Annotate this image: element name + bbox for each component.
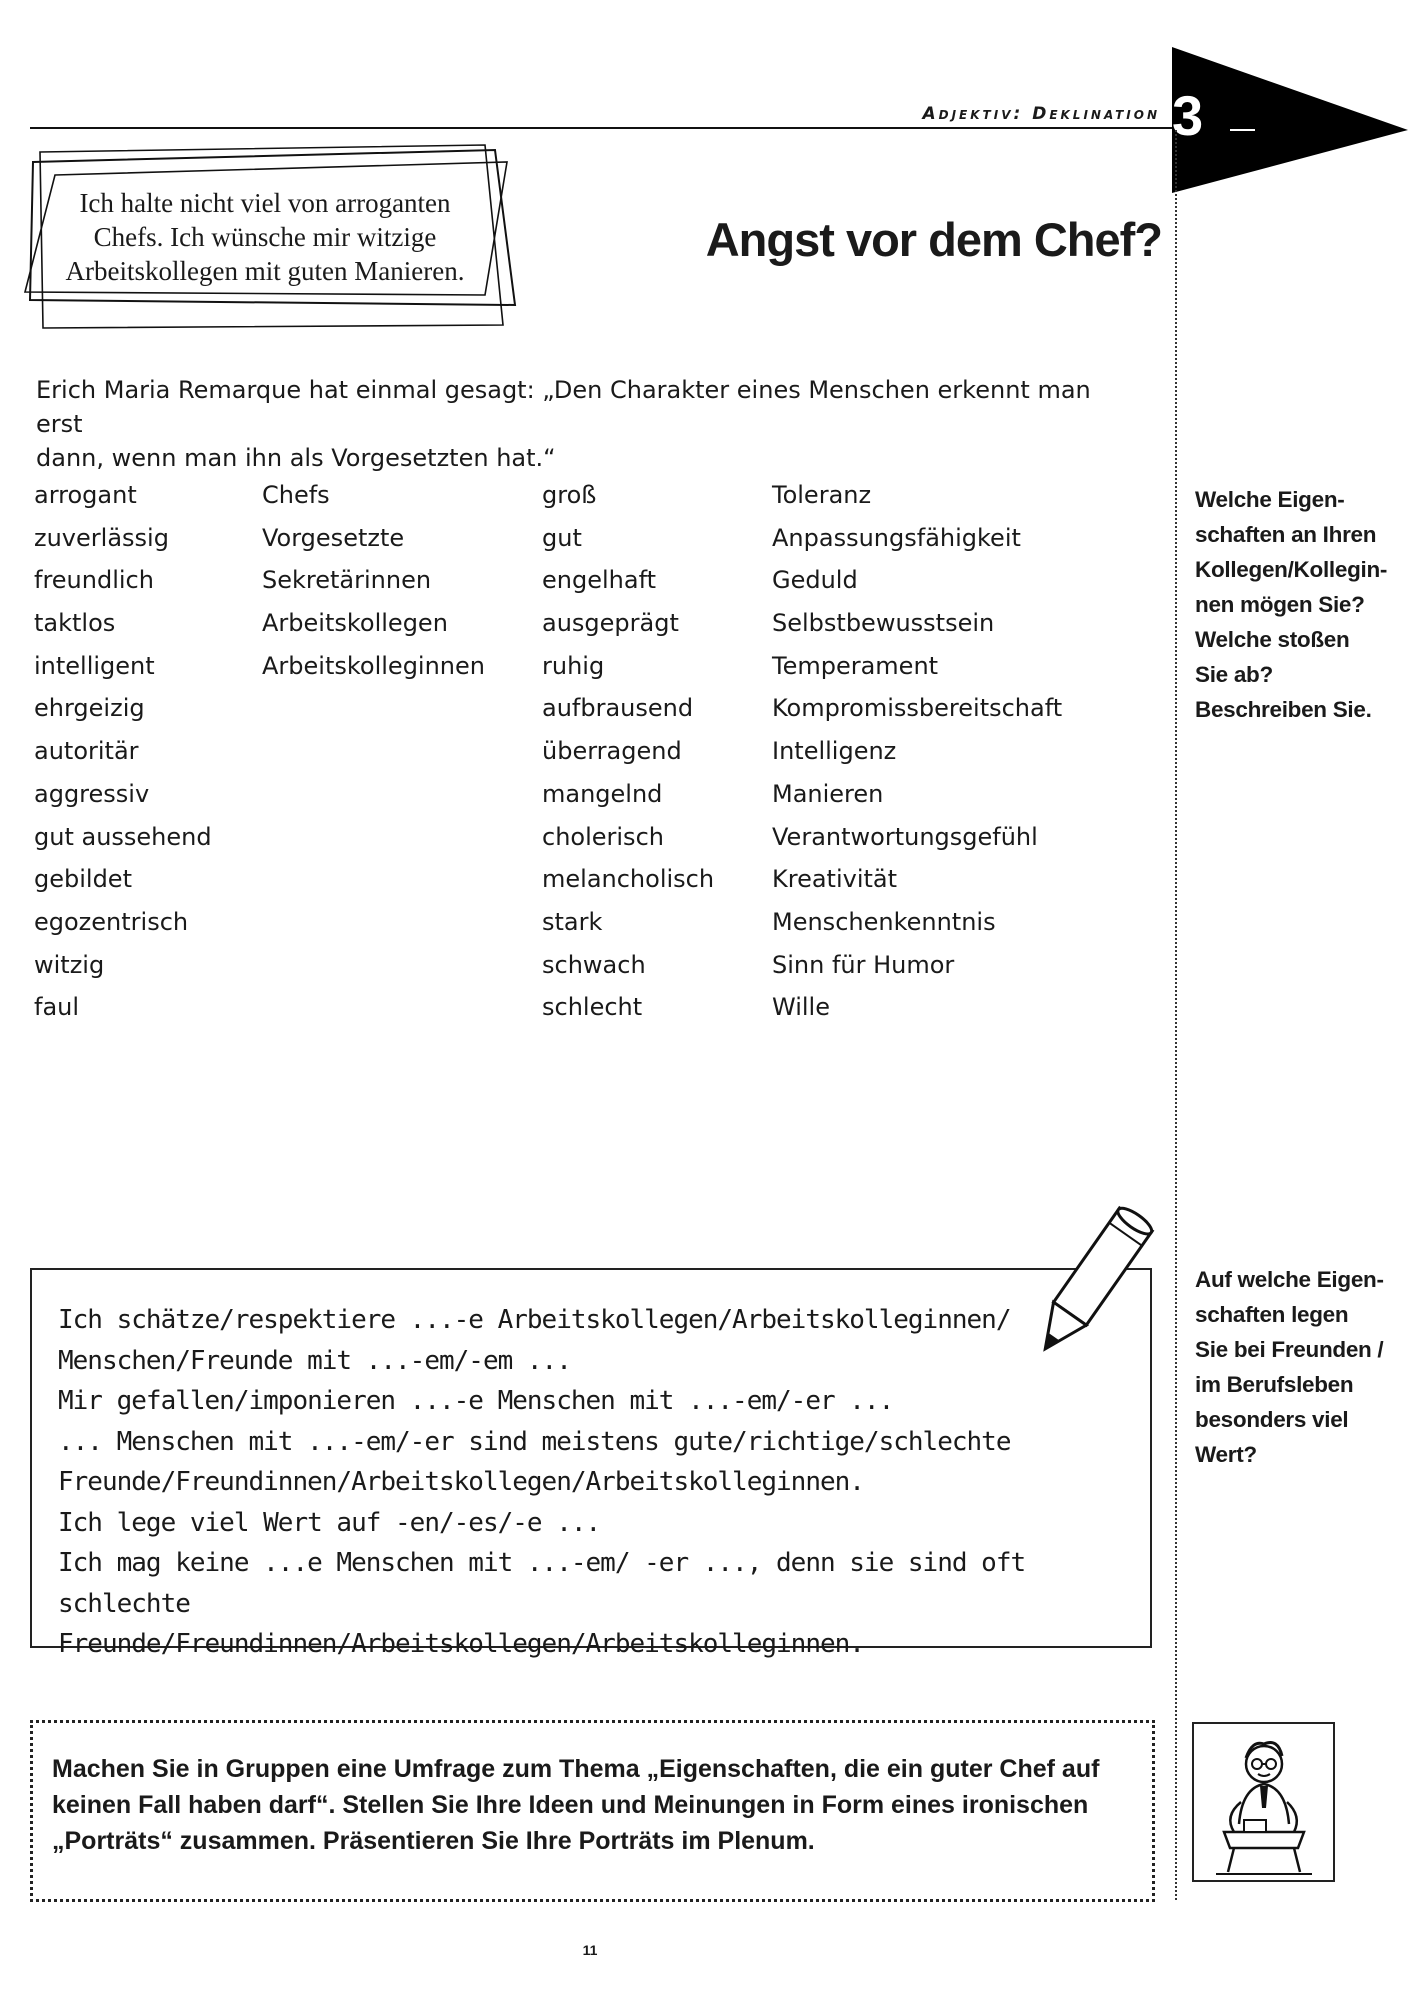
word-item: engelhaft [542,566,656,595]
word-item: zuverlässig [34,523,169,552]
word-item: Arbeitskolleginnen [262,651,485,680]
word-item: Arbeitskollegen [262,609,448,638]
word-item: Intelligenz [772,737,897,766]
task-line: keinen Fall haben darf“. Stellen Sie Ihre Ideen und Meinungen in Form eines ironischen [52,1791,1089,1819]
word-item: Toleranz [772,481,872,509]
word-item: egozentrisch [34,907,189,936]
section-label: Adjektiv: Deklination [922,104,1160,124]
writing-prompts [58,1300,1138,1665]
person-column [262,478,485,691]
word-item: Selbstbewusstsein [772,609,995,638]
prompt-line: Ich schätze/respektiere ...-e Arbeitskollegen/Arbeitskolleginnen/ [58,1305,1011,1335]
word-item: stark [542,907,603,936]
prompt-line: ... Menschen mit ...-em/-er sind meistens gute/richtige/schlechte [58,1426,1011,1457]
prompt-line: Menschen/Freunde mit ...-em/-em ... [58,1345,571,1376]
word-item: faul [34,993,80,1022]
prompt-line: Ich mag keine ...e Menschen mit ...-em/ -er ..., denn sie sind oft schlechte [58,1548,1026,1619]
sidebar-line: Sie ab? [1195,662,1273,687]
intro-line: dann, wenn man ihn als Vorgesetzten hat.“ [36,444,556,472]
word-item: Sekretärinnen [262,566,432,595]
word-item: ausgeprägt [542,609,679,638]
word-item: autoritär [34,737,139,766]
word-item: gut [542,523,582,552]
prompt-line: Mir gefallen/imponieren ...-e Menschen mit ...-em/-er ... [58,1386,894,1416]
task-line: „Porträts“ zusammen. Präsentieren Sie Ihre Porträts im Plenum. [52,1827,815,1855]
word-item: Anpassungsfähigkeit [772,523,1021,552]
adjective-column-2 [542,478,714,1033]
header-rule [30,127,1270,129]
chapter-number: 3 [1172,84,1204,147]
word-item: aggressiv [34,779,150,808]
word-item: mangelnd [542,779,663,808]
word-item: Vorgesetzte [262,523,405,552]
sidebar-question-1 [1195,482,1410,727]
word-item: Sinn für Humor [772,950,955,979]
quote-line: Chefs. Ich wünsche mir witzige [93,222,437,252]
task-line: Machen Sie in Gruppen eine Umfrage zum Thema „Eigenschaften, die ein guter Chef auf [52,1755,1100,1783]
task-text [52,1751,1132,1859]
word-item: Chefs [262,481,330,509]
word-item: gut aussehend [34,822,212,851]
quote-line: Ich halte nicht viel von arroganten [79,188,451,218]
sidebar-question-2 [1195,1262,1410,1472]
presenter-icon [1194,1724,1333,1880]
prompt-line: Freunde/Freundinnen/Arbeitskollegen/Arbeitskolleginnen. [58,1629,864,1659]
word-item: intelligent [34,651,155,680]
page-number: 11 [582,1942,598,1958]
prompt-line: Freunde/Freundinnen/Arbeitskollegen/Arbeitskolleginnen. [58,1467,864,1497]
noun-column [772,478,1062,1033]
word-item: schlecht [542,993,643,1022]
sidebar-line: Welche Eigen- [1195,487,1345,512]
sidebar-line: Kollegen/Kollegin- [1195,557,1388,582]
word-item: ruhig [542,651,605,680]
intro-paragraph [36,373,1136,475]
word-item: cholerisch [542,822,664,851]
sidebar-line: schaften an Ihren [1195,522,1377,547]
intro-line: Erich Maria Remarque hat einmal gesagt: „Den Charakter eines Menschen erkennt man erst [36,376,1091,438]
sidebar-line: schaften legen [1195,1302,1349,1327]
sidebar-line: nen mögen Sie? [1195,592,1365,617]
presenter-picture-frame [1192,1722,1335,1882]
sidebar-line: Auf welche Eigen- [1195,1267,1384,1292]
word-item: groß [542,481,597,509]
word-item: ehrgeizig [34,694,145,723]
word-item: Verantwortungsgefühl [772,822,1038,851]
sidebar-line: besonders viel [1195,1407,1349,1432]
pennant-icon [1170,45,1410,195]
word-item: witzig [34,950,105,979]
adjective-column-1 [34,478,212,1033]
word-item: schwach [542,950,646,979]
word-item: freundlich [34,566,154,595]
sidebar-divider [1175,130,1177,1900]
sidebar-line: Wert? [1195,1442,1257,1467]
page-title: Angst vor dem Chef? [705,213,1162,266]
word-item: arrogant [34,481,137,509]
word-item: taktlos [34,609,116,638]
word-item: Geduld [772,566,858,595]
sidebar-line: Welche stoßen [1195,627,1350,652]
word-item: melancholisch [542,865,715,894]
sidebar-line: Beschreiben Sie. [1195,697,1372,722]
word-item: Menschenkenntnis [772,907,996,936]
word-item: aufbrausend [542,694,694,723]
word-item: Wille [772,993,830,1022]
prompt-line: Ich lege viel Wert auf -en/-es/-e ... [58,1507,601,1538]
word-item: Kreativität [772,865,898,894]
sidebar-line: im Berufsleben [1195,1372,1354,1397]
quote-text [40,186,490,288]
word-item: Kompromissbereitschaft [772,694,1063,723]
word-item: gebildet [34,865,132,894]
quote-line: Arbeitskollegen mit guten Manieren. [65,256,465,286]
word-item: überragend [542,737,682,766]
sidebar-line: Sie bei Freunden / [1195,1337,1384,1362]
word-item: Temperament [772,651,939,680]
word-item: Manieren [772,779,884,808]
